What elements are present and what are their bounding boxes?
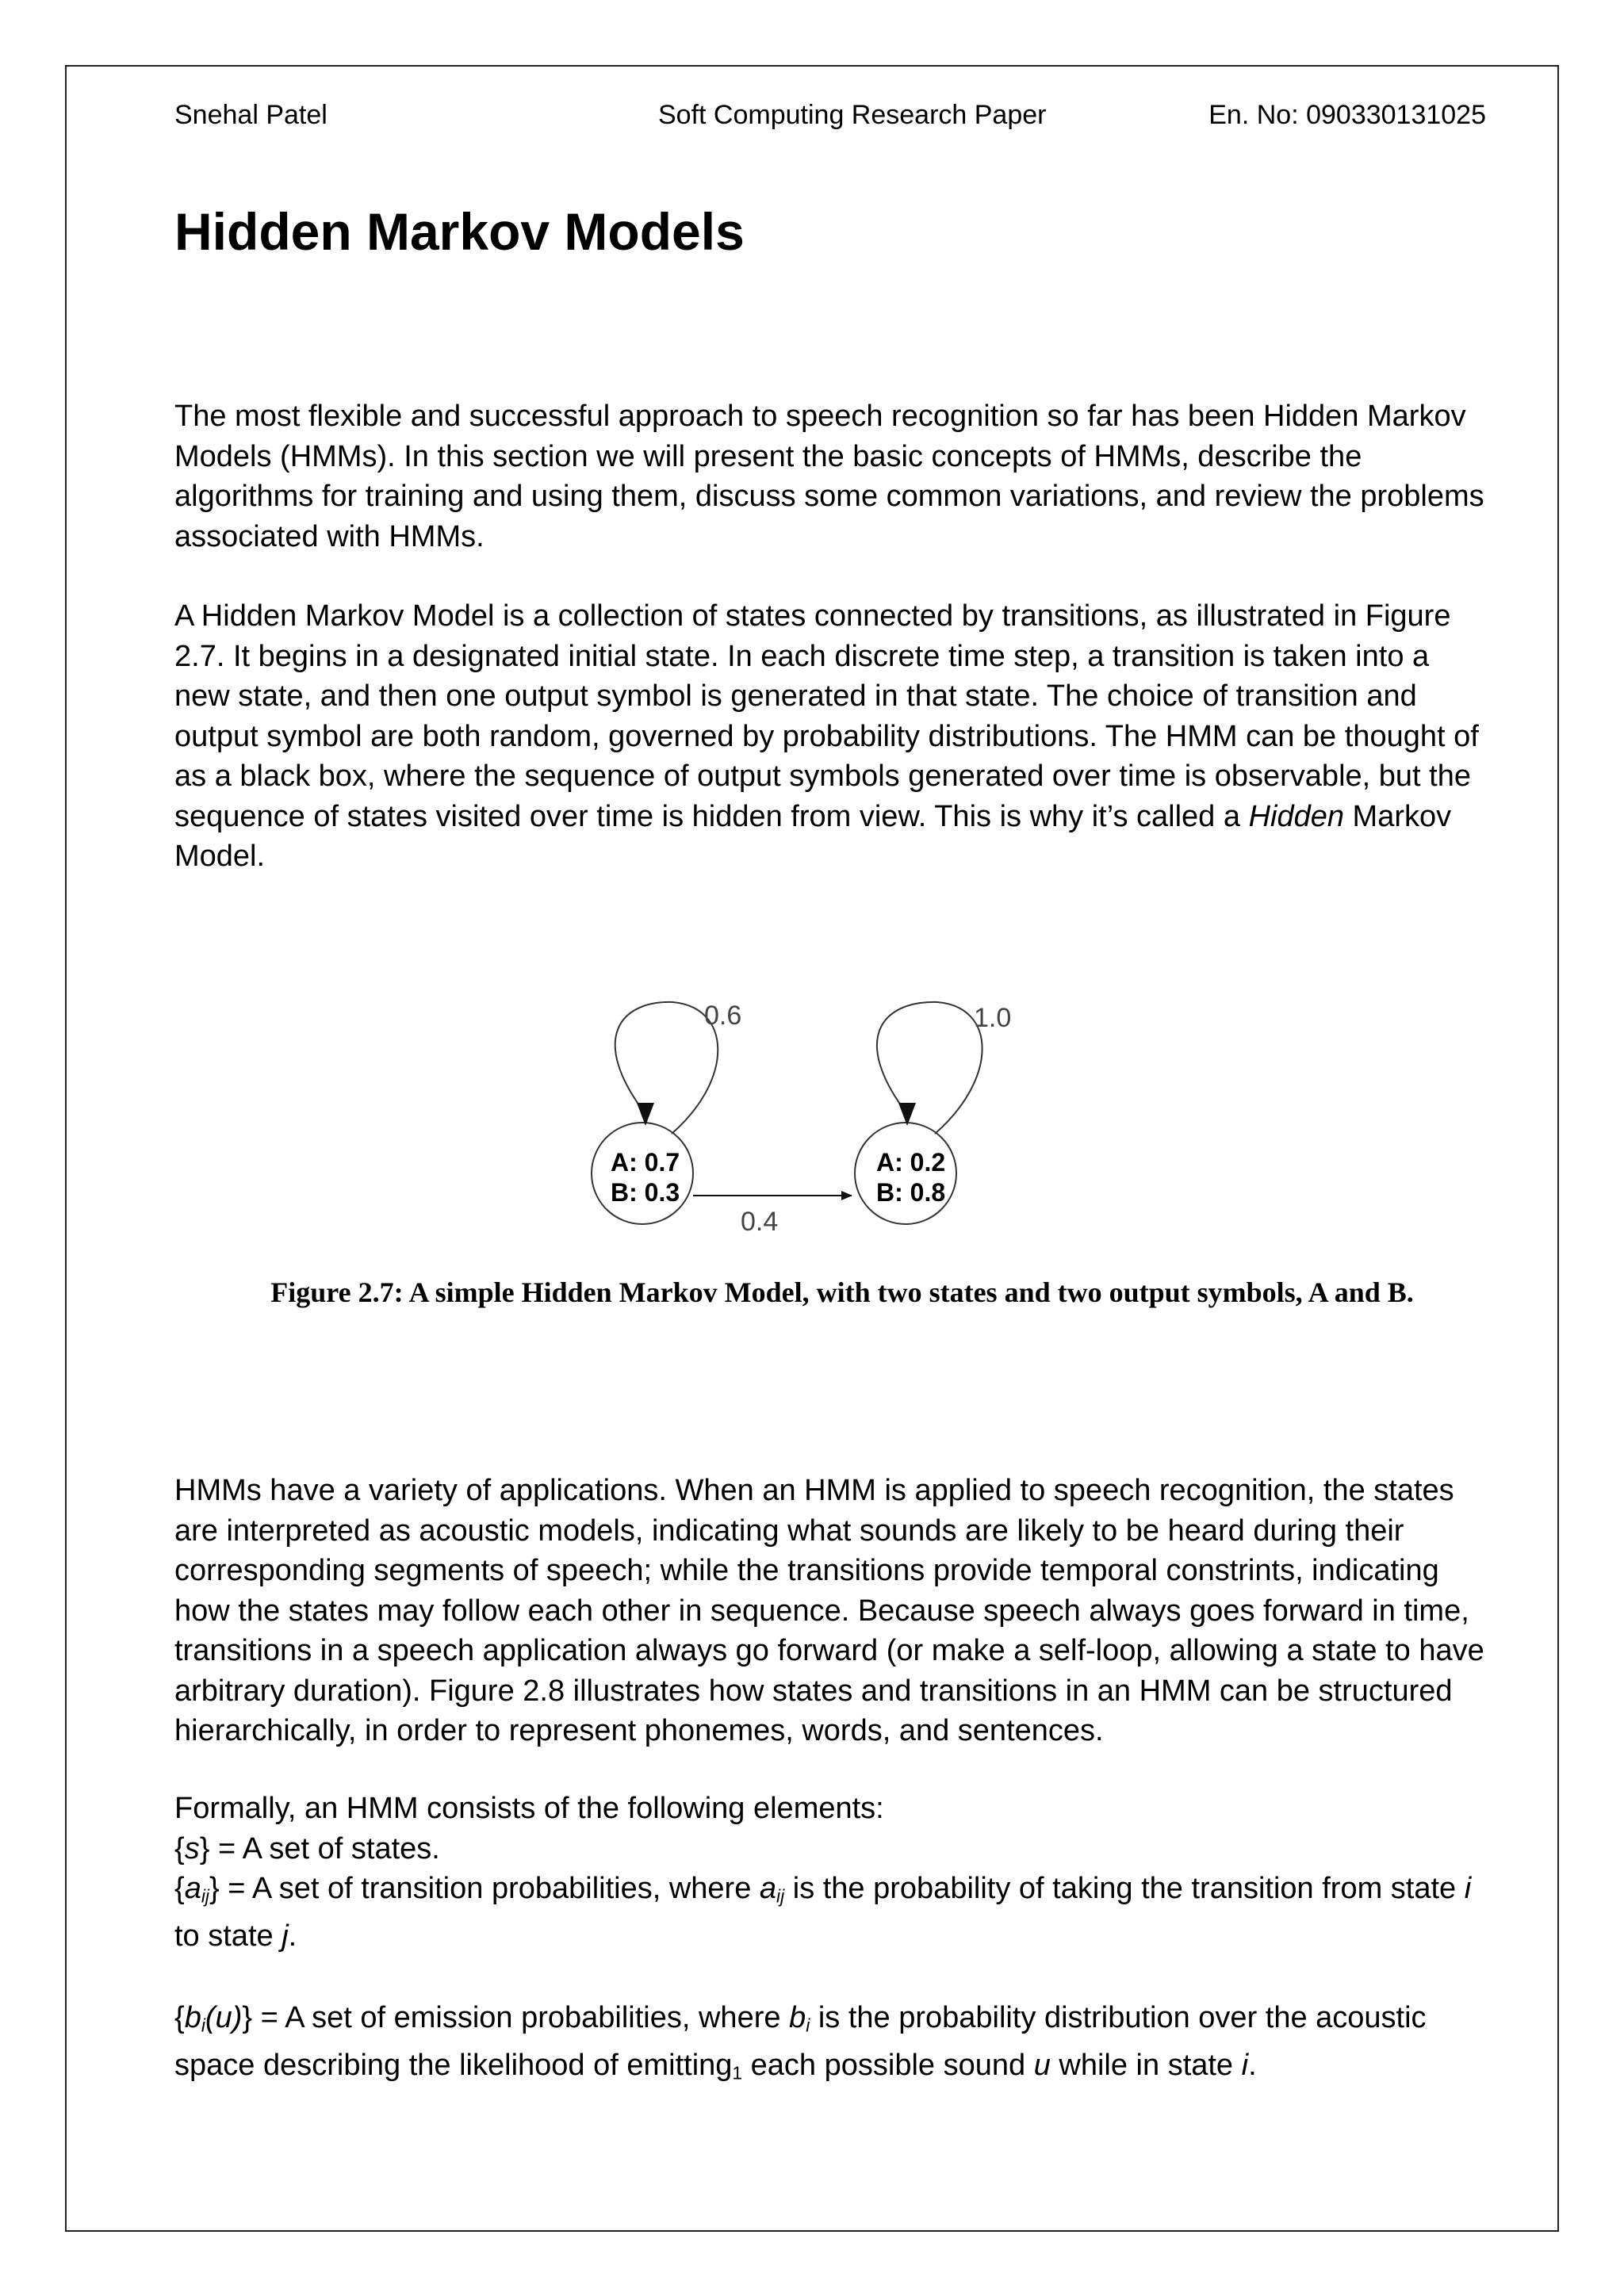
b-i-var: i	[1241, 2048, 1249, 2082]
paragraph-applications	[174, 1471, 1491, 1751]
b-arg: (u)	[205, 2000, 243, 2034]
definition-italic: Hidden	[1248, 799, 1344, 833]
emissions-text-1: = A set of emission probabilities, where	[252, 2000, 790, 2034]
figure-caption: Figure 2.7: A simple Hidden Markov Model, with two states and two output symbols, A and B.	[270, 1276, 1414, 1308]
formal-emissions: $\{b_i(u)\} = A$ set of emission probabilities, where $b_i$ is the probability distribution over the acoustic space describing the likelihood of emitting$_1$ each possible sound u while in state i.	[174, 2000, 1427, 2084]
definition-main: A Hidden Markov Model is a collection of states connected by transitions, as illustrated in Figure 2.7. It begins in a designated initial state. In each discrete time step, a transition is taken into a new state, and then one output symbol is generated in that state. The choice of transition and output symbol are both random, governed by probability distributions. The HMM can be thought of as a black box, where the sequence of output symbols generated over time is observable, but the sequence of states visited over time is hidden from view. This is why it’s called a	[174, 599, 1479, 833]
states-text: = A set of states.	[209, 1831, 440, 1866]
states-var: s	[184, 1831, 200, 1866]
transitions-text-1: = A set of transition probabilities, where	[219, 1872, 760, 1905]
state-2-loop-prob: 1.0	[974, 1003, 1012, 1033]
hmm-diagram	[208, 991, 1477, 1276]
b-sub-2: i	[806, 2015, 810, 2036]
paragraph-definition-text	[174, 596, 1491, 877]
state-2-self-loop	[877, 1002, 982, 1134]
emissions-end: .	[1248, 2048, 1257, 2082]
a-var: a	[184, 1872, 201, 1905]
transitions-to: to state	[174, 1919, 282, 1954]
formal-definition	[174, 1789, 1491, 2093]
header-enrollment: En. No: 090330131025	[1208, 100, 1486, 130]
b-var: b	[184, 2000, 201, 2034]
transitions-end: .	[288, 1919, 297, 1954]
state-2-b-prob: B: 0.8	[876, 1178, 946, 1207]
state-1-a-prob: A: 0.7	[611, 1148, 680, 1177]
header-center-title: Soft Computing Research Paper	[658, 100, 1047, 130]
state-2-a-prob: A: 0.2	[876, 1148, 946, 1177]
b-var-2: b	[789, 2000, 806, 2034]
paragraph-applications-text: HMMs have a variety of applications. When an HMM is applied to speech recognition, the states are interpreted as acoustic models, indicating what sounds are likely to be heard during their corresponding segments of speech; while the transitions provide temporal constrints, indicating how the states may follow each other in sequence. Because speech always goes forward in time, transitions in a speech application always go forward (or make a self-loop, allowing a state to have arbitrary duration). Figure 2.8 illustrates how states and transitions in an HMM can be structured hierarchically, in order to represent phonemes, words, and sentences.	[174, 1474, 1484, 1747]
figure-hmm	[208, 991, 1477, 1316]
a-i-var: i	[1464, 1872, 1472, 1905]
formal-transitions: $\{a_{ij}\} = A$ set of transition probabilities, where $a_{ij}$ is the probability of taking the transition from state i to state j.	[174, 1872, 1472, 1954]
definition-end: Markov Model.	[174, 799, 1452, 873]
state-1-loop-prob: 0.6	[704, 1001, 742, 1031]
emissions-text-3: each possible sound	[742, 2048, 1034, 2082]
state-1-b-prob: B: 0.3	[611, 1178, 680, 1207]
footnote-marker: 1	[732, 2062, 743, 2084]
paragraph-definition	[174, 596, 1491, 877]
formal-states: {s} = A set of states.	[174, 1831, 440, 1866]
transition-prob: 0.4	[741, 1207, 779, 1237]
state-1-self-loop	[615, 1002, 718, 1134]
a-sub-2: ij	[776, 1885, 785, 1907]
paragraph-intro	[174, 396, 1491, 557]
a-sub: ij	[201, 1885, 209, 1907]
a-j-var: j	[282, 1919, 289, 1954]
formal-lead: Formally, an HMM consists of the following elements:	[174, 1792, 884, 1825]
page-title: Hidden Markov Models	[174, 202, 745, 261]
paragraph-intro-text: The most flexible and successful approach to speech recognition so far has been Hidden Markov Models (HMMs). In this section we will present the basic concepts of HMMs, describe the algorithms for training and using them, discuss some common variations, and review the problems associated with HMMs.	[174, 400, 1484, 553]
header-author: Snehal Patel	[174, 100, 327, 130]
emissions-text-4: while in state	[1050, 2048, 1242, 2082]
emissions-text-2: is the probability distribution over the acoustic space describing the likelihood of emitting	[174, 2000, 1427, 2082]
b-sub: i	[201, 2015, 205, 2036]
transitions-text-2: is the probability of taking the transition from state	[784, 1872, 1465, 1905]
u-var: u	[1033, 2048, 1051, 2082]
a-var-2: a	[759, 1872, 777, 1905]
